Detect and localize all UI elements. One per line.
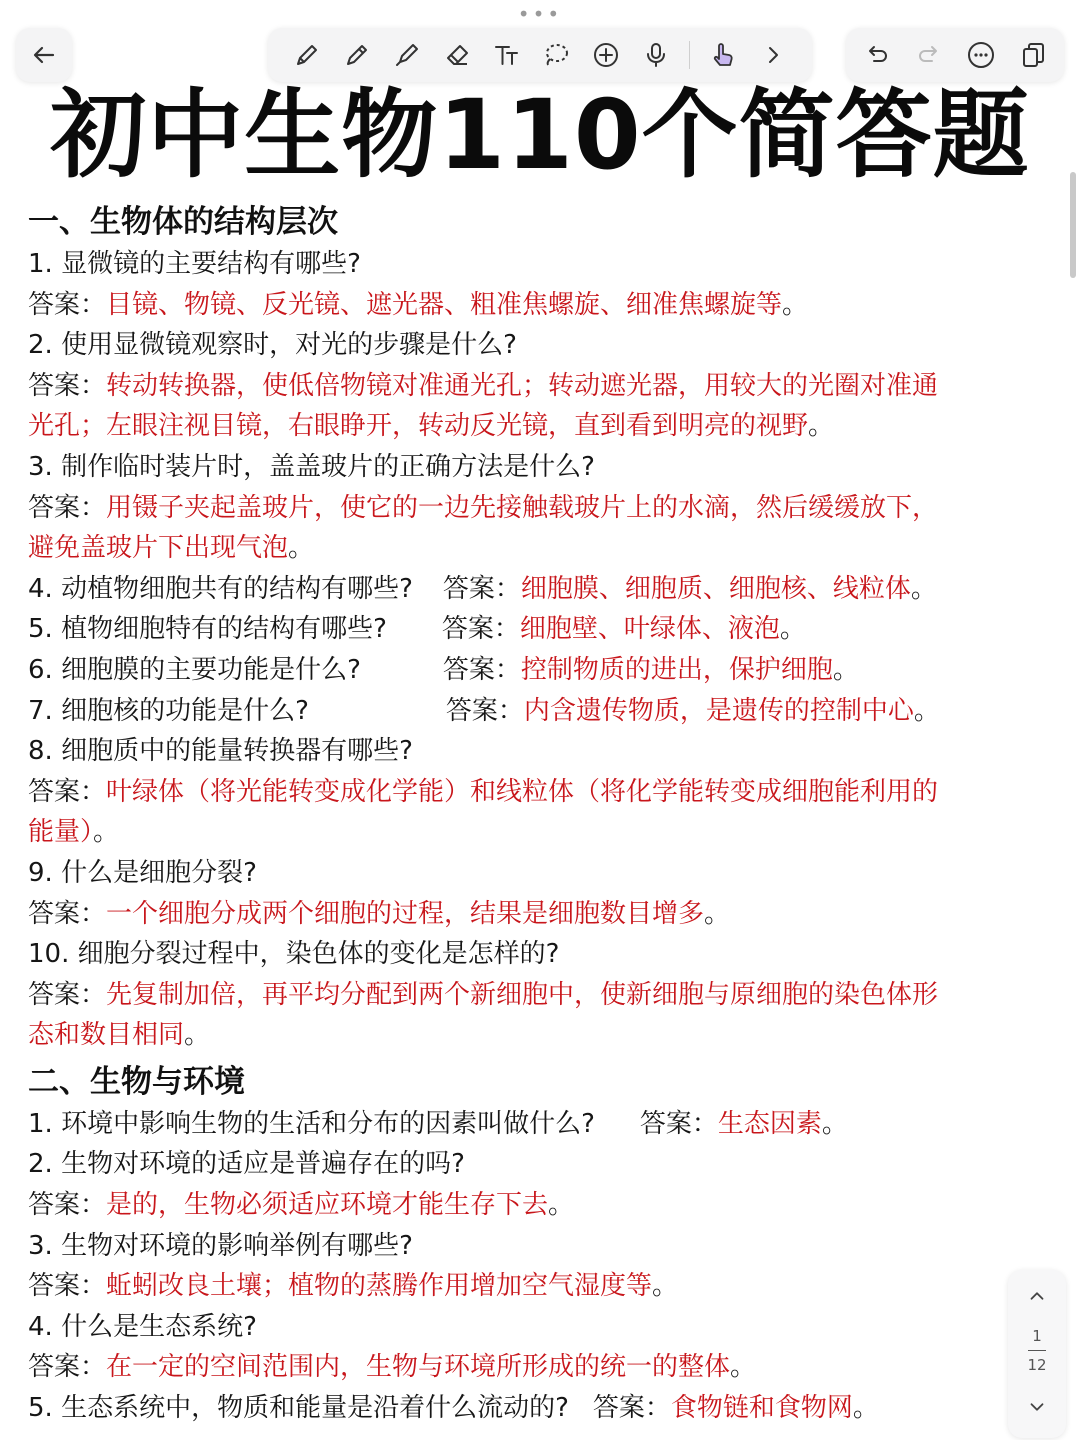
answer-line — [28, 1347, 1038, 1388]
pages-icon[interactable] — [1016, 38, 1050, 72]
page-up-button[interactable] — [1017, 1276, 1057, 1316]
answer-period: 。 — [913, 695, 940, 726]
question-text: 6. 细胞膜的主要功能是什么? — [28, 654, 361, 685]
total-pages: 12 — [1027, 1356, 1047, 1374]
answer-period: 。 — [184, 1020, 211, 1051]
question-line — [28, 609, 1038, 650]
chevron-right-icon[interactable] — [756, 38, 790, 72]
answer-text: 细胞壁、叶绿体、液泡 — [519, 614, 780, 645]
answer-text: 食物链和食物网 — [670, 1393, 853, 1424]
answer-line — [28, 772, 1038, 813]
answer-line — [28, 894, 1038, 935]
answer-label: 答案： — [639, 1108, 718, 1139]
question-line — [28, 325, 1038, 366]
answer-label: 答案： — [28, 1352, 107, 1383]
section-heading: 二、生物与环境 — [28, 1063, 245, 1100]
question-text: 5. 植物细胞特有的结构有哪些? — [28, 614, 387, 645]
question-text: 10. 细胞分裂过程中，染色体的变化是怎样的? — [28, 939, 560, 970]
question-line — [28, 731, 1038, 772]
answer-line — [28, 285, 1038, 326]
question-text: 4. 什么是生态系统? — [28, 1311, 257, 1342]
microphone-icon[interactable] — [639, 38, 673, 72]
window-grabber[interactable]: ••• — [517, 2, 563, 26]
answer-text: 先复制加倍，再平均分配到两个新细胞中，使新细胞与原细胞的染色体形 — [106, 979, 939, 1010]
question-text: 5. 生态系统中，物质和能量是沿着什么流动的? — [28, 1393, 569, 1424]
answer-label: 答案： — [28, 979, 107, 1010]
answer-label: 答案： — [442, 654, 521, 685]
redo-icon[interactable] — [912, 38, 946, 72]
question-line — [28, 934, 1038, 975]
question-text: 1. 显微镜的主要结构有哪些? — [28, 249, 361, 279]
chevron-down-icon — [1026, 1396, 1048, 1418]
page-title: 初中生物110个简答题 — [50, 79, 1030, 191]
question-line — [28, 1307, 1038, 1348]
question-line — [28, 1144, 1038, 1185]
answer-continuation-line — [28, 812, 1038, 853]
answer-period: 。 — [652, 1271, 679, 1302]
question-line — [28, 569, 1038, 610]
question-text: 3. 制作临时装片时，盖盖玻片的正确方法是什么? — [28, 451, 595, 482]
question-text: 3. 生物对环境的影响举例有哪些? — [28, 1230, 413, 1261]
answer-text: 目镜、物镜、反光镜、遮光器、粗准焦螺旋、细准焦螺旋等 — [106, 289, 783, 320]
answer-label: 答案： — [445, 695, 524, 726]
answer-text: 控制物质的进出，保护细胞 — [520, 654, 833, 685]
answer-text: 光孔；左眼注视目镜，右眼睁开，转动反光镜，直到看到明亮的视野 — [28, 411, 809, 442]
toolbar-divider — [689, 41, 690, 69]
answer-label: 答案： — [592, 1393, 671, 1424]
answer-label: 答案： — [28, 776, 107, 807]
answer-period: 。 — [548, 1190, 575, 1221]
answer-text: 是的，生物必须适应环境才能生存下去 — [106, 1190, 549, 1221]
answer-text: 内含遗传物质，是遗传的控制中心 — [523, 695, 914, 726]
question-line — [28, 1226, 1038, 1267]
answer-text: 避免盖玻片下出现气泡 — [28, 533, 289, 564]
undo-icon[interactable] — [860, 38, 894, 72]
question-line — [28, 1388, 1038, 1429]
action-toolbar — [846, 28, 1064, 82]
question-line — [28, 691, 1038, 732]
page-down-button[interactable] — [1017, 1387, 1057, 1427]
eraser-icon[interactable] — [440, 38, 474, 72]
answer-period: 。 — [832, 654, 859, 685]
answer-label: 答案： — [28, 1190, 107, 1221]
question-text: 8. 细胞质中的能量转换器有哪些? — [28, 736, 413, 767]
answer-line — [28, 366, 1038, 407]
answer-continuation-line — [28, 528, 1038, 569]
answer-period: 。 — [852, 1393, 879, 1424]
question-line — [28, 447, 1038, 488]
answer-label: 答案： — [442, 573, 521, 604]
answer-label: 答案： — [441, 614, 520, 645]
answer-period: 。 — [93, 817, 120, 848]
answer-period: 。 — [782, 289, 809, 320]
question-text: 2. 生物对环境的适应是普遍存在的吗? — [28, 1149, 465, 1180]
answer-period: 。 — [288, 533, 315, 564]
question-line — [28, 244, 1038, 285]
question-line — [28, 1104, 1038, 1145]
answer-period: 。 — [704, 898, 731, 929]
question-text: 1. 环境中影响生物的生活和分布的因素叫做什么? — [28, 1108, 595, 1139]
answer-text: 态和数目相同 — [28, 1020, 185, 1051]
answer-line — [28, 975, 1038, 1016]
question-text: 4. 动植物细胞共有的结构有哪些? — [28, 573, 413, 604]
current-page: 1 — [1032, 1327, 1042, 1345]
add-icon[interactable] — [589, 38, 623, 72]
lasso-icon[interactable] — [539, 38, 573, 72]
text-icon[interactable] — [490, 38, 524, 72]
answer-period: 。 — [730, 1352, 757, 1383]
section-heading: 一、生物体的结构层次 — [28, 204, 338, 240]
highlighter-icon[interactable] — [390, 38, 424, 72]
answer-period: 。 — [821, 1108, 848, 1139]
answer-label: 答案： — [28, 1271, 107, 1302]
answer-line — [28, 1185, 1038, 1226]
answer-label: 答案： — [28, 898, 107, 929]
document-body — [28, 200, 1038, 1429]
answer-period: 。 — [910, 573, 937, 604]
question-text: 2. 使用显微镜观察时，对光的步骤是什么? — [28, 330, 517, 361]
answer-label: 答案： — [28, 492, 107, 523]
answer-continuation-line — [28, 406, 1038, 447]
answer-period: 。 — [779, 614, 806, 645]
answer-label: 答案： — [28, 370, 107, 401]
answer-text: 蚯蚓改良土壤；植物的蒸腾作用增加空气湿度等 — [106, 1271, 653, 1302]
answer-line — [28, 488, 1038, 529]
answer-text: 在一定的空间范围内，生物与环境所形成的统一的整体 — [106, 1352, 731, 1383]
hand-pointer-icon[interactable] — [706, 38, 740, 72]
answer-text: 生态因素 — [717, 1108, 822, 1139]
pencil-icon[interactable] — [340, 38, 374, 72]
answer-text: 能量） — [28, 817, 94, 848]
question-line — [28, 853, 1038, 894]
answer-text: 一个细胞分成两个细胞的过程，结果是细胞数目增多 — [106, 898, 705, 929]
answer-continuation-line — [28, 1015, 1038, 1056]
page-divider — [1028, 1350, 1046, 1351]
answer-text: 转动转换器，使低倍物镜对准通光孔；转动遮光器，用较大的光圈对准通 — [106, 370, 939, 401]
question-text: 9. 什么是细胞分裂? — [28, 857, 257, 888]
answer-line — [28, 1266, 1038, 1307]
question-line — [28, 650, 1038, 691]
back-button-container — [16, 28, 72, 82]
back-arrow-icon[interactable] — [27, 38, 61, 72]
answer-period: 。 — [808, 411, 835, 442]
page-navigator — [1008, 1270, 1066, 1438]
answer-label: 答案： — [28, 289, 107, 320]
question-text: 7. 细胞核的功能是什么? — [28, 695, 309, 726]
answer-text: 用镊子夹起盖玻片，使它的一边先接触载玻片上的水滴，然后缓缓放下， — [106, 492, 939, 523]
answer-text: 叶绿体（将光能转变成化学能）和线粒体（将化学能转变成细胞能利用的 — [106, 776, 939, 807]
pen-icon[interactable] — [290, 38, 324, 72]
more-icon[interactable] — [964, 38, 998, 72]
drawing-toolbar — [268, 28, 812, 82]
chevron-up-icon — [1026, 1285, 1048, 1307]
answer-text: 细胞膜、细胞质、细胞核、线粒体 — [520, 573, 911, 604]
